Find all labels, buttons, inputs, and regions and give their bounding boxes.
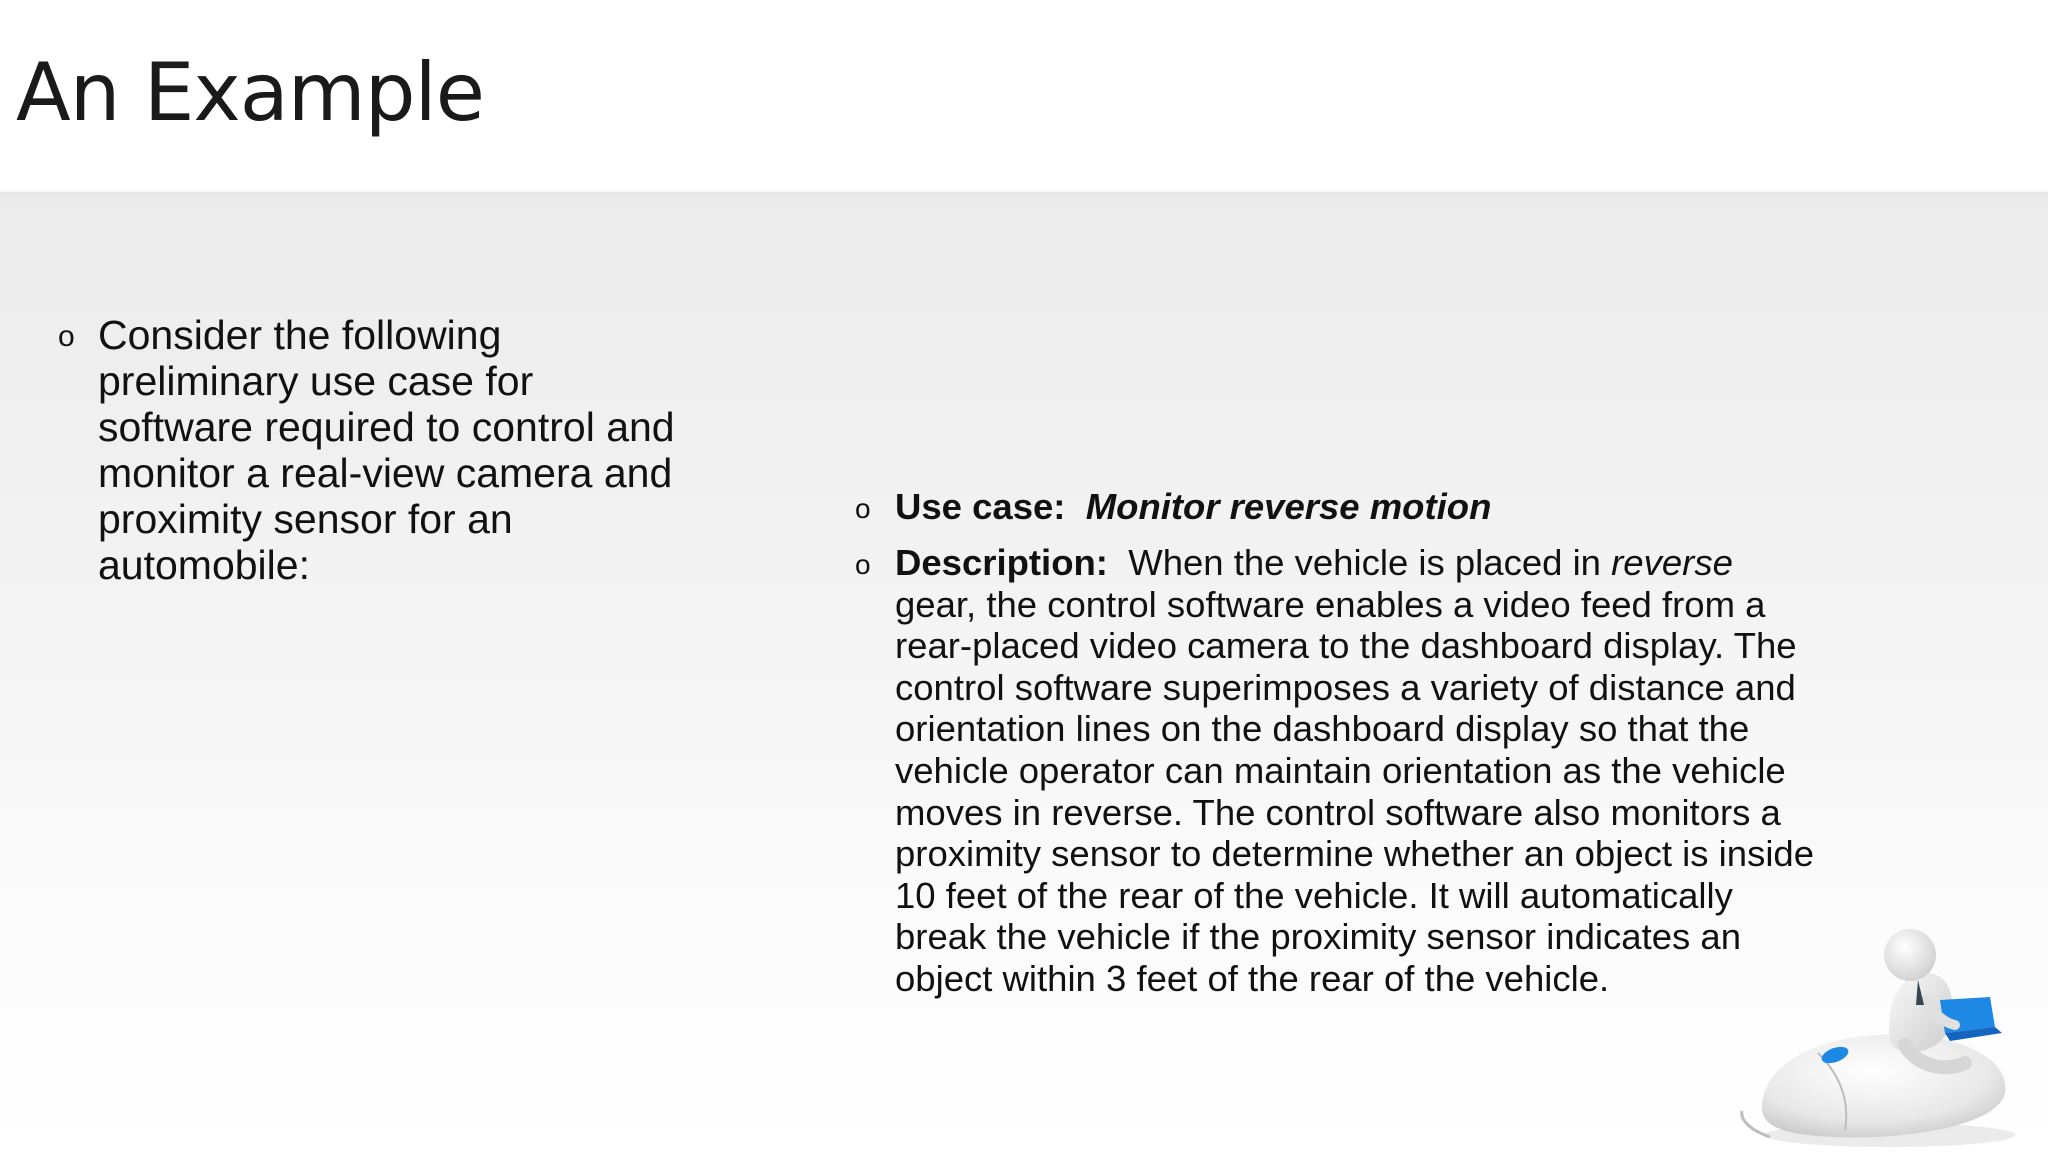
bullet-item <box>58 312 698 588</box>
left-column <box>58 312 698 588</box>
bullet-marker: o <box>855 549 871 580</box>
use-case-value: Monitor reverse motion <box>1085 486 1492 527</box>
right-column <box>855 486 1815 1012</box>
title-divider <box>0 190 2048 196</box>
description-text <box>895 542 1815 1000</box>
description-text-rest: gear, the control software enables a video feed from a rear-placed video camera to the dashboard display. The control software superimposes a variety of distance and orientation lines on the dashboard display so that the vehicle operator can maintain orientation as the vehicle moves in reverse. The control software also monitors a proximity sensor to determine whether an object is inside 10 feet of the rear of the vehicle. It will automatically break the vehicle if the proximity sensor indicates an object within 3 feet of the rear of the vehicle. <box>895 583 1815 999</box>
bullet-text: Consider the following preliminary use case for software required to control and monitor a real-view camera and proximity sensor for an automobile: <box>98 312 675 588</box>
description-text-start: When the vehicle is placed in <box>1128 542 1601 583</box>
use-case-line <box>895 486 1491 528</box>
person-on-mouse-with-laptop-icon <box>1740 925 2040 1152</box>
slide-title: An Example <box>16 46 484 139</box>
description-emphasis: reverse <box>1611 542 1733 583</box>
bullet-marker: o <box>58 320 75 353</box>
description-label: Description: <box>895 542 1108 583</box>
bullet-marker: o <box>855 493 871 524</box>
description-bullet <box>855 542 1815 1000</box>
use-case-bullet <box>855 486 1815 530</box>
title-band <box>0 0 2048 192</box>
use-case-label: Use case: <box>895 486 1066 527</box>
